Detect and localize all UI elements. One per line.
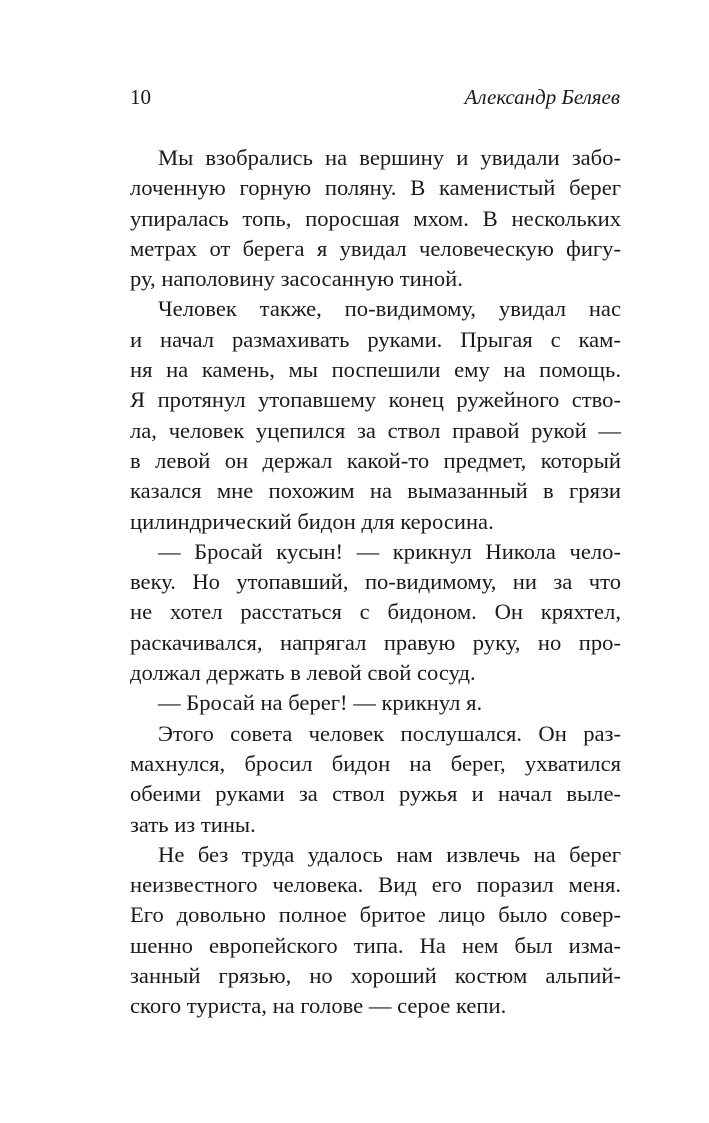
text-line: ла, человек уцепился за ствол правой рукой — <box>130 417 621 443</box>
paragraph <box>130 688 621 718</box>
page-number: 10 <box>130 85 151 109</box>
text-line: Человек также, по-видимому, увидал нас <box>158 296 621 322</box>
text-line: обеими руками за ствол ружья и начал выле- <box>130 781 621 807</box>
text-line: Не без труда удалось нам извлечь на берег <box>158 841 621 867</box>
text-line: неизвестного человека. Вид его поразил меня. <box>130 872 621 898</box>
text-line: раскачивался, напрягал правую руку, но про- <box>130 629 621 655</box>
text-line: не хотел расстаться с бидоном. Он кряхтел, <box>130 599 621 625</box>
paragraph <box>130 537 621 688</box>
text-line: Этого совета человек послушался. Он раз- <box>158 720 621 746</box>
text-line: должал держать в левой свой сосуд. <box>130 660 476 686</box>
text-line: махнулся, бросил бидон на берег, ухватился <box>130 750 621 776</box>
paragraph <box>130 840 621 1022</box>
text-line: цилиндрический бидон для керосина. <box>130 508 494 534</box>
text-line: — Бросай на берег! — крикнул я. <box>158 690 483 716</box>
text-line: и начал размахивать руками. Прыгая с кам- <box>130 326 621 352</box>
text-line: зать из тины. <box>130 811 256 837</box>
text-line: ру, наполовину засосанную тиной. <box>130 266 463 292</box>
text-line: — Бросай кусын! — крикнул Никола чело- <box>158 538 621 564</box>
text-line: Его довольно полное бритое лицо было совер- <box>130 902 621 928</box>
text-line: занный грязью, но хороший костюм альпий- <box>130 963 621 989</box>
text-line: лоченную горную поляну. В каменистый берег <box>130 175 621 201</box>
text-line: веку. Но утопавший, по-видимому, ни за что <box>130 569 621 595</box>
paragraph <box>130 719 621 840</box>
running-head-author: Александр Беляев <box>464 85 620 109</box>
body-text <box>130 143 621 1022</box>
paragraph <box>130 143 621 294</box>
paragraph <box>130 294 621 536</box>
page-header <box>130 84 620 110</box>
text-line: шенно европейского типа. На нем был изма- <box>130 932 621 958</box>
text-line: Я протянул утопавшему конец ружейного ство- <box>130 387 621 413</box>
text-line: казался мне похожим на вымазанный в грязи <box>130 478 621 504</box>
text-line: упиралась топь, поросшая мхом. В нескольких <box>130 205 621 231</box>
text-line: метрах от берега я увидал человеческую фигу- <box>130 235 621 261</box>
text-line: в левой он держал какой-то предмет, который <box>130 447 621 473</box>
text-line: Мы взобрались на вершину и увидали забо- <box>158 145 621 170</box>
text-line: ского туриста, на голове — серое кепи. <box>130 993 507 1019</box>
text-line: ня на камень, мы поспешили ему на помощь. <box>130 357 621 383</box>
